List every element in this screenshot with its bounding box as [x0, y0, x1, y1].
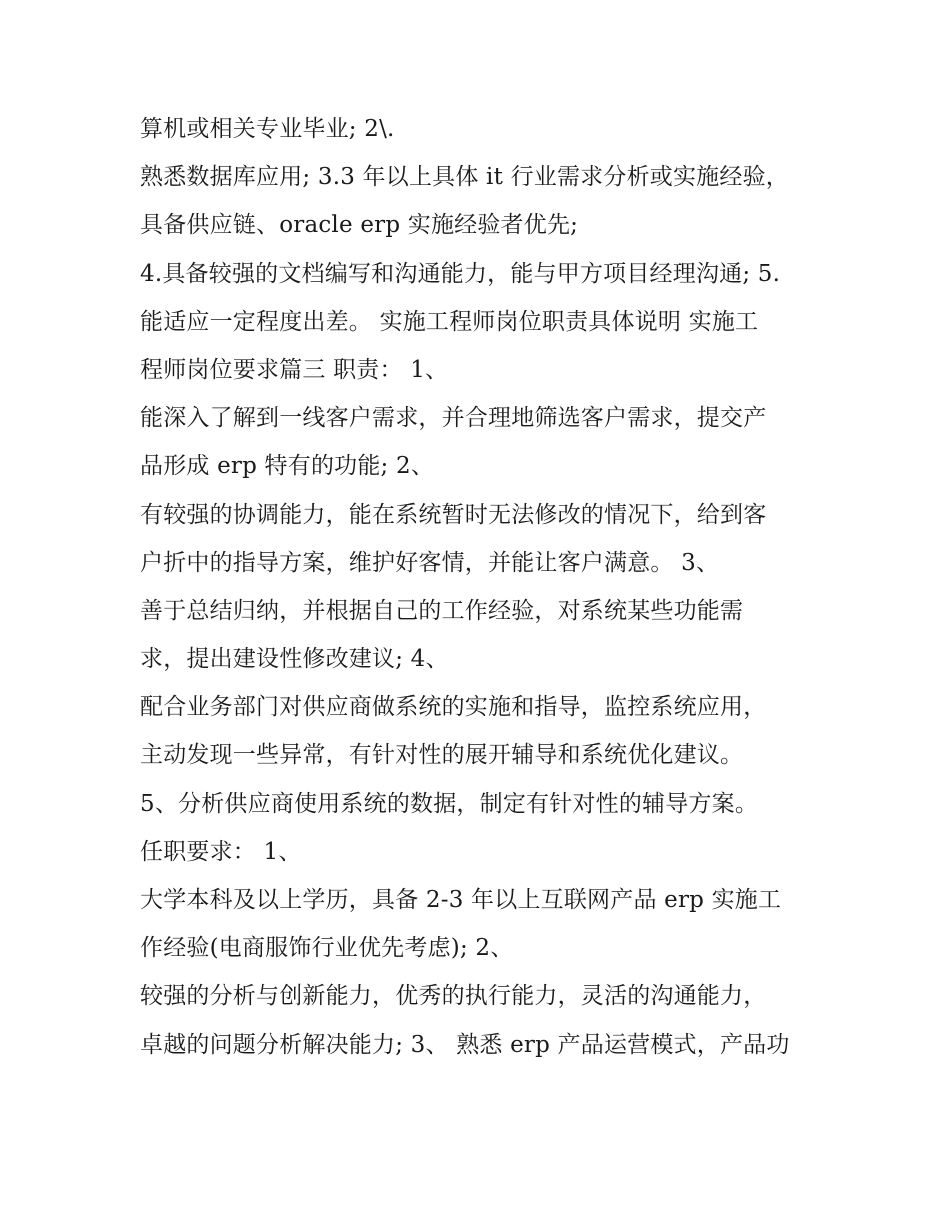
text-line: 户折中的指导方案，维护好客情，并能让客户满意。 3、 [140, 549, 720, 576]
text-line: 配合业务部门对供应商做系统的实施和指导，监控系统应用， [140, 694, 767, 721]
document-body [140, 108, 830, 1072]
text-line: 熟悉数据库应用; 3.3 年以上具体 it 行业需求分析或实施经验， [140, 164, 789, 191]
text-line: 5、分析供应商使用系统的数据，制定有针对性的辅导方案。 [140, 790, 759, 817]
text-line: 任职要求： 1、 [140, 838, 302, 865]
text-line: 作经验(电商服饰行业优先考虑); 2、 [140, 935, 514, 962]
text-line: 善于总结归纳，并根据自己的工作经验，对系统某些功能需 [140, 597, 744, 624]
text-line: 大学本科及以上学历，具备 2-3 年以上互联网产品 erp 实施工 [140, 887, 782, 913]
text-line: 求，提出建设性修改建议; 4、 [140, 646, 449, 673]
text-line: 算机或相关专业毕业; 2\. [140, 116, 395, 142]
text-line: 较强的分析与创新能力，优秀的执行能力，灵活的沟通能力， [140, 983, 767, 1010]
text-line: 卓越的问题分析解决能力; 3、 熟悉 erp 产品运营模式，产品功 [140, 1031, 790, 1058]
text-line: 能适应一定程度出差。 实施工程师岗位职责具体说明 实施工 [140, 308, 759, 335]
text-line: 品形成 erp 特有的功能; 2、 [140, 453, 435, 480]
text-line: 能深入了解到一线客户需求，并合理地筛选客户需求，提交产 [140, 405, 767, 432]
text-line: 有较强的协调能力，能在系统暂时无法修改的情况下，给到客 [140, 501, 767, 528]
text-line: 主动发现一些异常，有针对性的展开辅导和系统优化建议。 [140, 742, 744, 769]
text-line: 4.具备较强的文档编写和沟通能力，能与甲方项目经理沟通; 5. [140, 260, 781, 287]
text-line: 具备供应链、oracle erp 实施经验者优先; [140, 212, 579, 239]
text-line: 程师岗位要求篇三 职责： 1、 [140, 356, 449, 383]
